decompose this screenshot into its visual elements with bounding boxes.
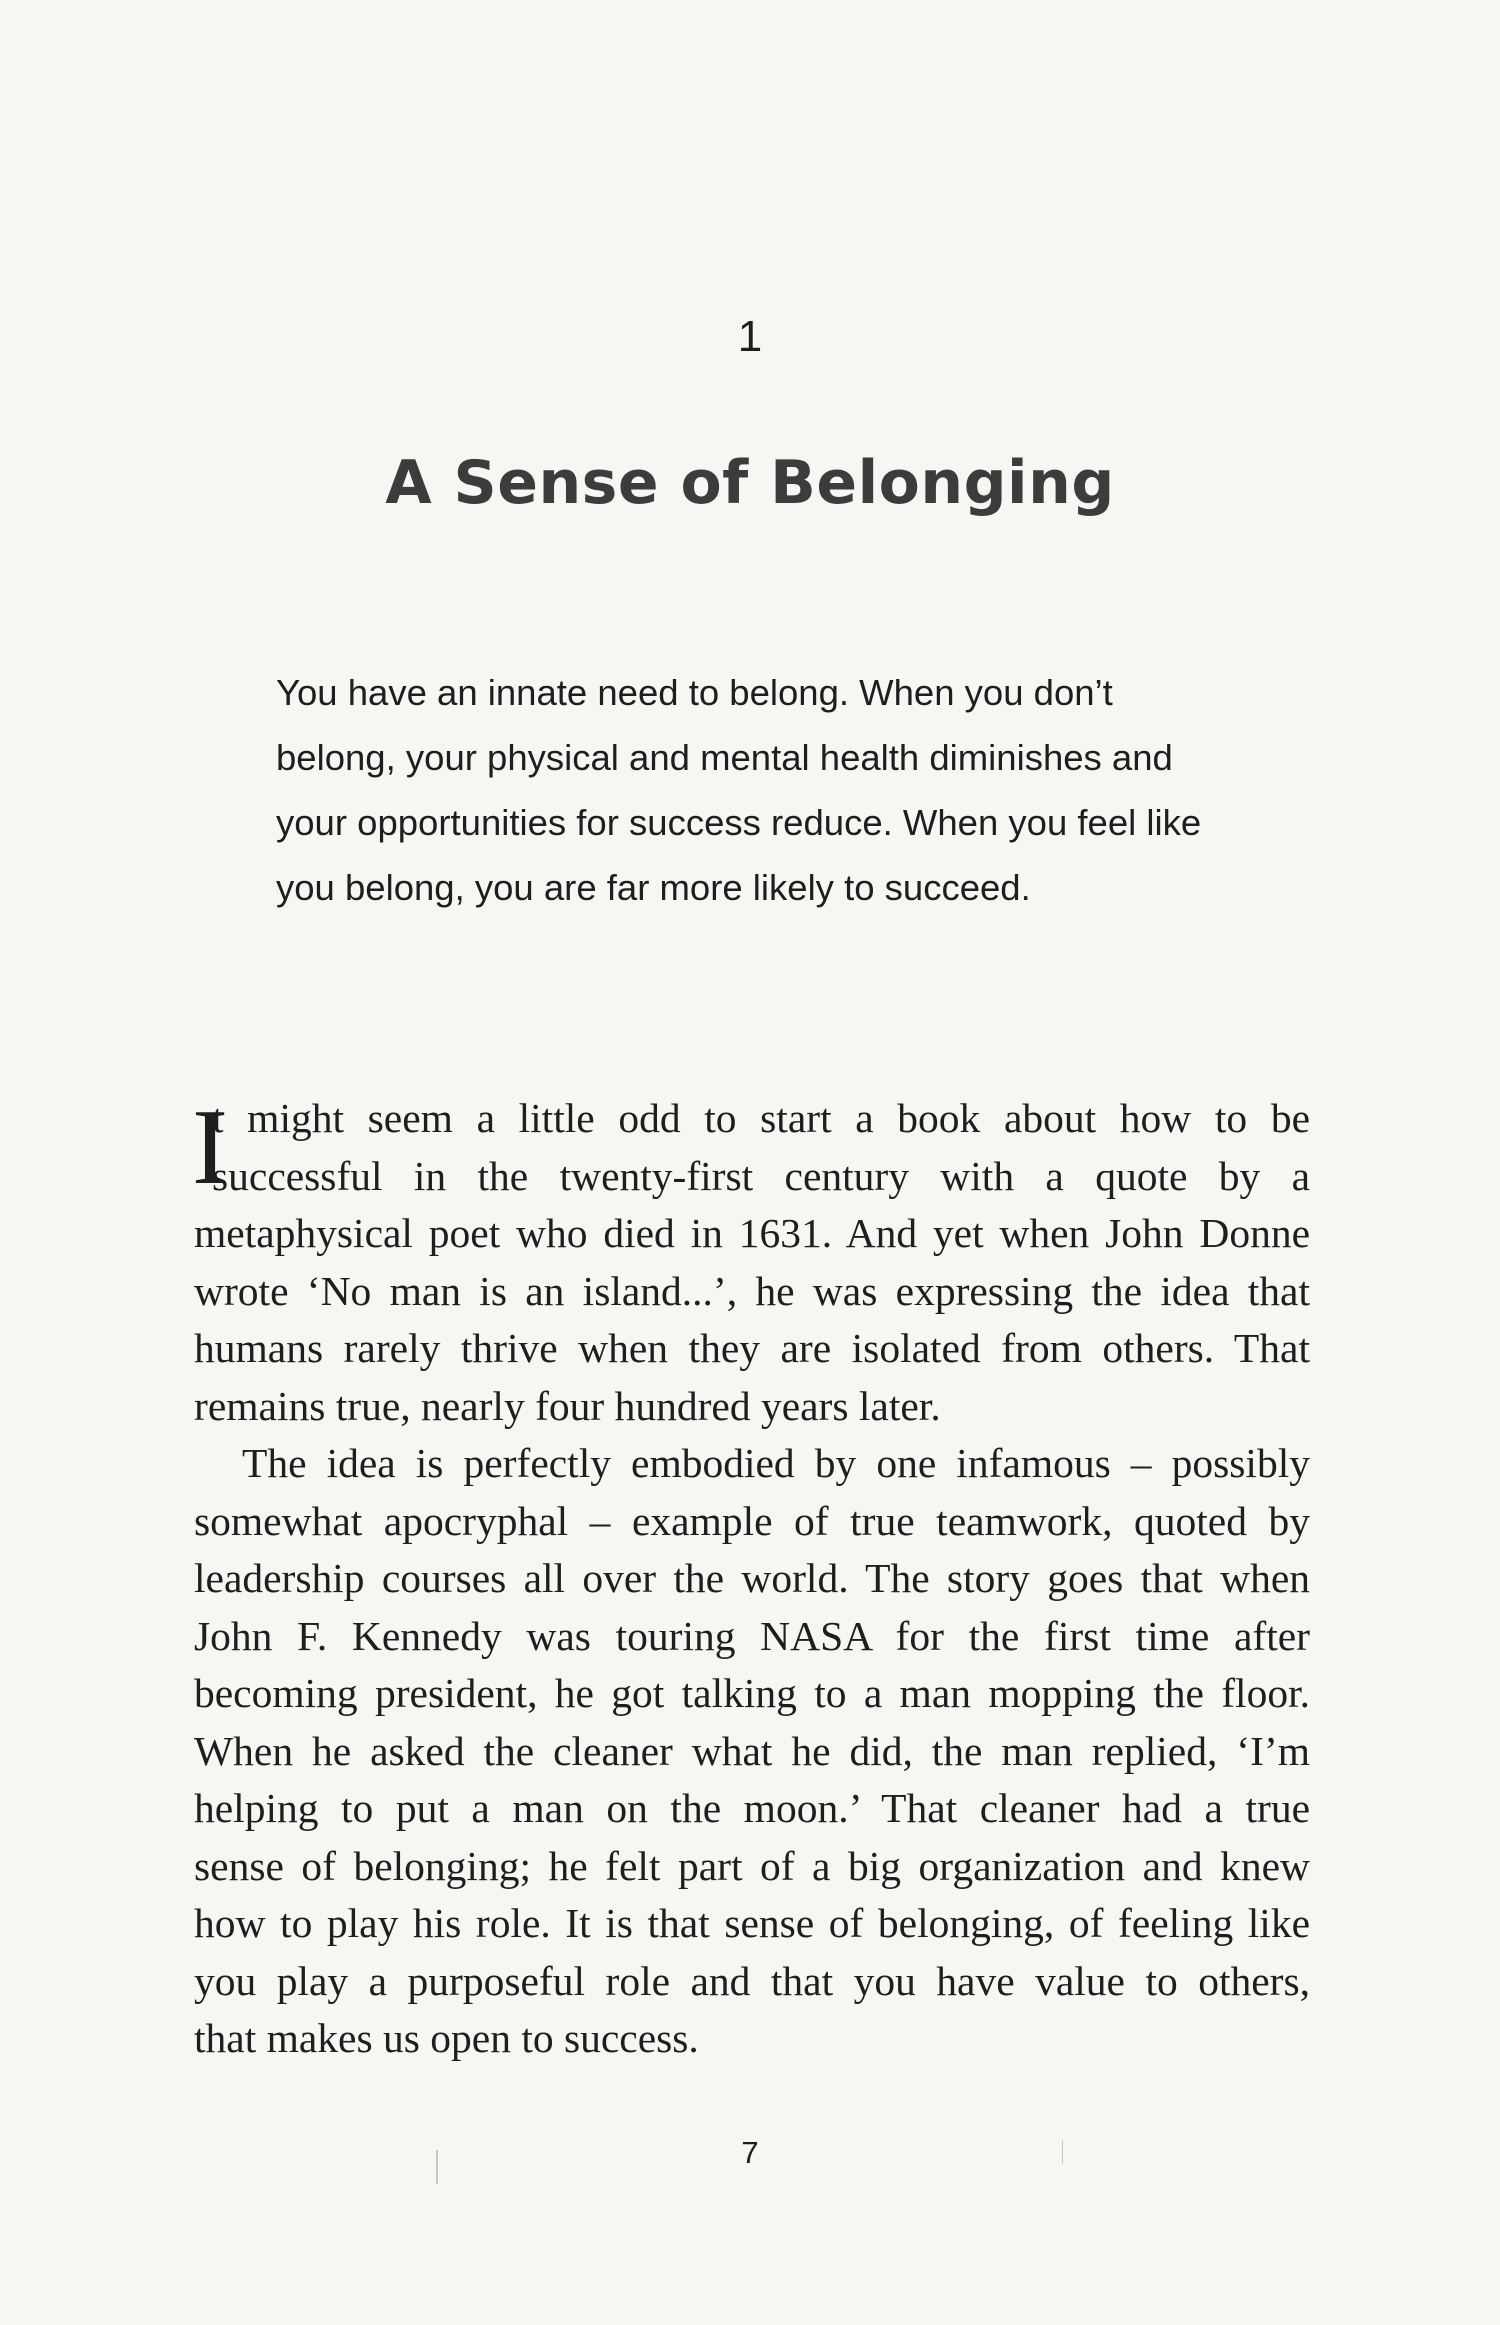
paragraph-line: successful in the twenty-first century with a quote by a [212, 1152, 1310, 1199]
paragraph-line: humans rarely thrive when they are isolated from others. That [194, 1325, 1310, 1371]
scan-artifact [436, 2150, 438, 2184]
drop-cap: I [192, 1088, 228, 1207]
summary-line: You have an innate need to belong. When you don’t [276, 672, 1113, 713]
paragraph-line: you play a purposeful role and that you have value to others, [194, 1957, 1310, 2004]
paragraph-line: t might seem a little odd to start a book about how to be [212, 1095, 1310, 1141]
paragraph-line: leadership courses all over the world. The story goes that when [194, 1555, 1310, 1601]
summary-line: you belong, you are far more likely to succeed. [276, 867, 1031, 908]
paragraph-line: how to play his role. It is that sense of belonging, of feeling like [194, 1900, 1310, 1946]
chapter-title: A Sense of Belonging [385, 448, 1115, 518]
chapter-summary [276, 660, 1236, 920]
paragraph-2 [194, 1435, 1310, 2068]
page-number: 7 [741, 2135, 759, 2170]
paragraph-line: wrote ‘No man is an island...’, he was expressing the idea that [194, 1267, 1310, 1314]
body-text [194, 1090, 1310, 2068]
paragraph-line: sense of belonging; he felt part of a big organization and knew [194, 1842, 1310, 1889]
summary-line: belong, your physical and mental health diminishes and [276, 737, 1173, 778]
paragraph-1 [194, 1090, 1310, 1435]
scan-artifact [1062, 2140, 1063, 2164]
paragraph-line: The idea is perfectly embodied by one infamous – possibly [242, 1440, 1310, 1486]
paragraph-line: helping to put a man on the moon.’ That cleaner had a true [194, 1785, 1310, 1831]
paragraph-line: somewhat apocryphal – example of true teamwork, quoted by [194, 1497, 1310, 1544]
paragraph-line: becoming president, he got talking to a man mopping the floor. [194, 1670, 1310, 1716]
paragraph-line: When he asked the cleaner what he did, the man replied, ‘I’m [194, 1727, 1310, 1774]
paragraph-line: John F. Kennedy was touring NASA for the first time after [194, 1612, 1310, 1659]
paragraph-line: metaphysical poet who died in 1631. And yet when John Donne [194, 1210, 1310, 1256]
summary-line: your opportunities for success reduce. When you feel like [276, 802, 1202, 843]
paragraph-line: that makes us open to success. [194, 2015, 699, 2061]
paragraph-line: remains true, nearly four hundred years later. [194, 1382, 941, 1429]
chapter-number: 1 [737, 312, 763, 361]
